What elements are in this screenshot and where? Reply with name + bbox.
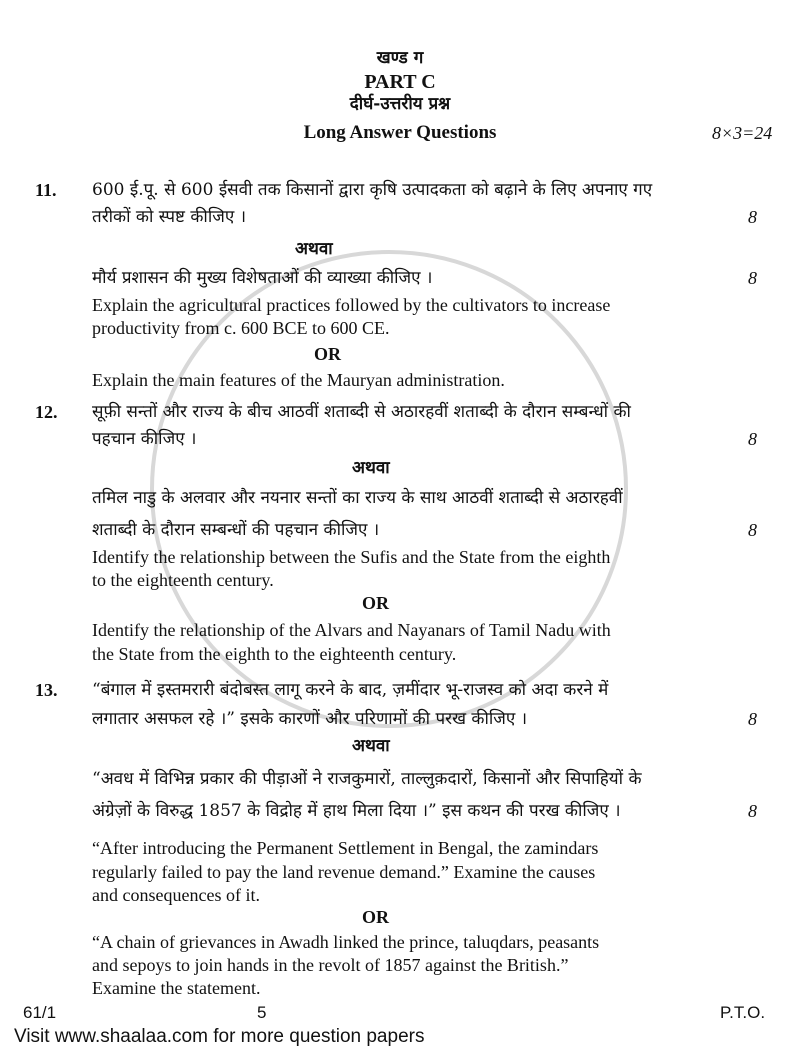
or-english: OR: [314, 344, 341, 364]
question-line: “After introducing the Permanent Settlement in Bengal, the zamindars: [92, 838, 599, 858]
question-line: and sepoys to join hands in the revolt of 1857 against the British.”: [92, 955, 569, 975]
paper-code: 61/1: [23, 1003, 57, 1022]
question-number: 12.: [35, 402, 58, 422]
page-content: [0, 47, 800, 999]
or-english: OR: [362, 593, 389, 613]
question-line: Examine the statement.: [92, 978, 261, 998]
or-hindi: अथवा: [352, 458, 390, 478]
page-number: 5: [257, 1003, 267, 1022]
section-heading-hindi: खण्ड ग: [376, 48, 424, 68]
or-english: OR: [362, 907, 389, 927]
subtitle-hindi: दीर्घ-उत्तरीय प्रश्न: [349, 94, 451, 114]
question-line: लगातार असफल रहे ।” इसके कारणों और परिणामों की परख कीजिए ।: [92, 709, 528, 729]
question-marks: 8: [748, 207, 757, 227]
or-hindi: अथवा: [352, 736, 390, 756]
question-line: मौर्य प्रशासन की मुख्य विशेषताओं की व्याख्या कीजिए ।: [92, 268, 433, 288]
question-line: Identify the relationship of the Alvars and Nayanars of Tamil Nadu with: [92, 620, 611, 640]
question-line: “A chain of grievances in Awadh linked the prince, taluqdars, peasants: [92, 932, 600, 952]
question-line: तरीकों को स्पष्ट कीजिए ।: [92, 207, 247, 227]
question-line: तमिल नाडु के अलवार और नयनार सन्तों का राज्य के साथ आठवीं शताब्दी से अठारहवीं: [92, 488, 623, 508]
question-marks: 8: [748, 801, 757, 821]
question-line: शताब्दी के दौरान सम्बन्धों की पहचान कीजिए ।: [92, 520, 380, 540]
visit-link[interactable]: Visit www.shaalaa.com for more question papers: [14, 1026, 425, 1047]
or-hindi: अथवा: [295, 239, 333, 259]
question-line: Explain the main features of the Mauryan administration.: [92, 370, 505, 390]
question-line: productivity from c. 600 BCE to 600 CE.: [92, 318, 390, 338]
question-line: अंग्रेज़ों के विरुद्ध 1857 के विद्रोह में हाथ मिला दिया ।” इस कथन की परख कीजिए ।: [92, 801, 621, 821]
question-line: सूफ़ी सन्तों और राज्य के बीच आठवीं शताब्दी से अठारहवीं शताब्दी के दौरान सम्बन्धों की: [92, 402, 631, 422]
question-line: Identify the relationship between the Sufis and the State from the eighth: [92, 547, 611, 567]
question-marks: 8: [748, 520, 757, 540]
subtitle-english: Long Answer Questions: [303, 122, 497, 143]
question-marks: 8: [748, 429, 757, 449]
question-marks: 8: [748, 709, 757, 729]
question-line: to the eighteenth century.: [92, 570, 274, 590]
question-line: “अवध में विभिन्न प्रकार की पीड़ाओं ने राजकुमारों, ताल्लुक़दारों, किसानों और सिपाहियों के: [92, 769, 642, 789]
question-line: and consequences of it.: [92, 885, 260, 905]
pto-label: P.T.O.: [720, 1003, 766, 1022]
question-number: 11.: [35, 180, 57, 200]
part-title: PART C: [364, 71, 436, 93]
question-line: the State from the eighth to the eighteenth century.: [92, 644, 457, 664]
question-line: 600 ई.पू. से 600 ईसवी तक किसानों द्वारा कृषि उत्पादकता को बढ़ाने के लिए अपनाए गए: [92, 180, 653, 200]
section-marks: 8×3=24: [712, 123, 773, 143]
question-line: Explain the agricultural practices followed by the cultivators to increase: [92, 295, 611, 315]
question-line: regularly failed to pay the land revenue demand.” Examine the causes: [92, 862, 596, 882]
question-line: पहचान कीजिए ।: [92, 429, 197, 449]
question-number: 13.: [35, 680, 58, 700]
question-line: “बंगाल में इस्तमरारी बंदोबस्त लागू करने के बाद, ज़मींदार भू-राजस्व को अदा करने में: [92, 680, 609, 700]
question-marks: 8: [748, 268, 757, 288]
